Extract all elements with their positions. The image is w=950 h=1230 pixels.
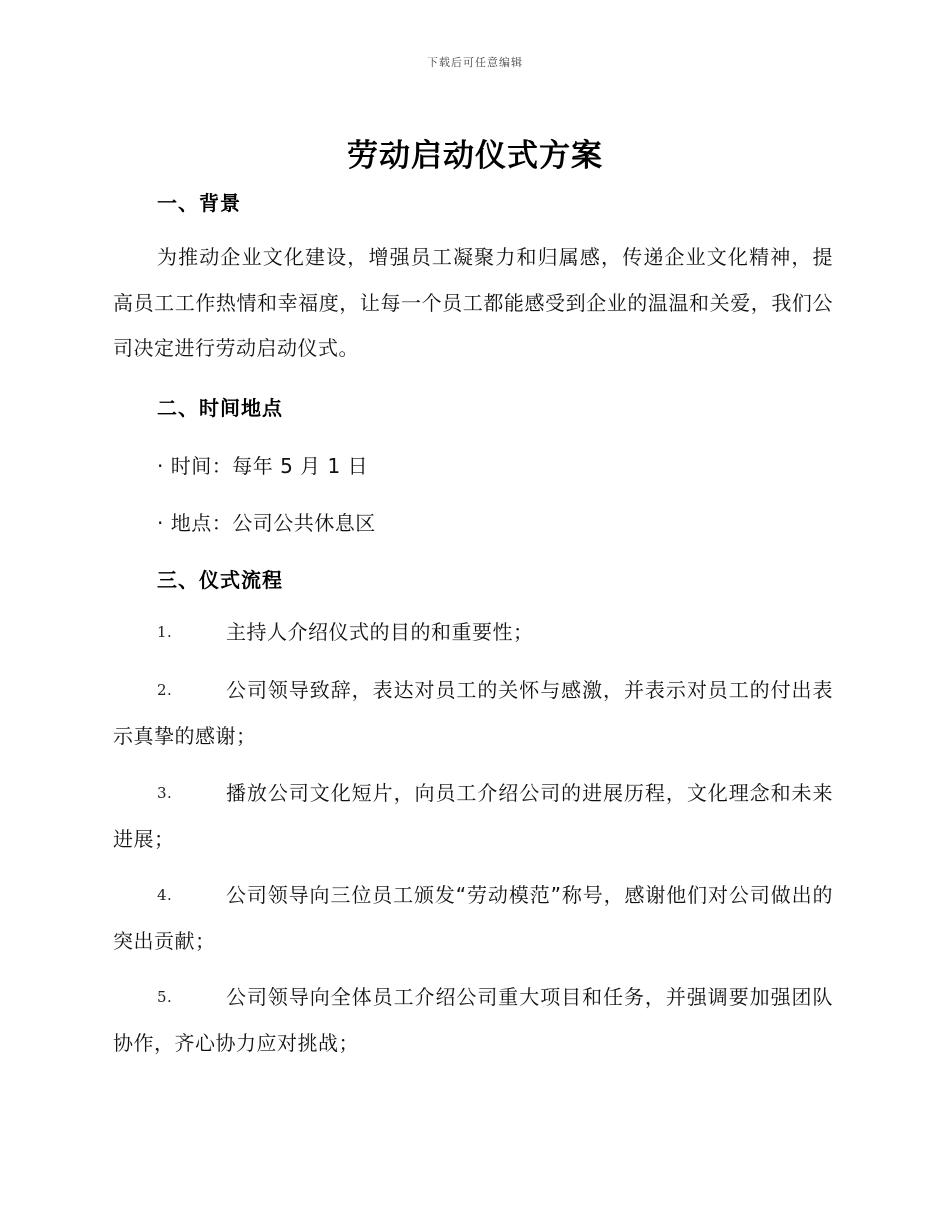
step-number: 3. — [157, 784, 173, 802]
step-text: 公司领导向三位员工颁发“劳动模范”称号，感谢他们对公司做出的突出贡献； — [113, 883, 833, 953]
procedure-step — [113, 610, 833, 656]
step-number: 1. — [157, 623, 173, 641]
step-number: 2. — [157, 681, 173, 699]
procedure-step — [113, 975, 833, 1066]
background-paragraph: 为推动企业文化建设，增强员工凝聚力和归属感，传递企业文化精神，提高员工工作热情和幸福度，让每一个员工都能感受到企业的温温和关爱，我们公司决定进行劳动启动仪式。 — [113, 245, 833, 360]
document-title: 劳动启动仪式方案 — [347, 138, 603, 174]
procedure-step — [113, 873, 833, 964]
step-text: 播放公司文化短片，向员工介绍公司的进展历程，文化理念和未来进展； — [113, 781, 833, 851]
procedure-step — [113, 668, 833, 759]
bullet-place: · 地点：公司公共休息区 — [157, 511, 376, 535]
step-number: 4. — [157, 886, 173, 904]
section-heading-background: 一、背景 — [157, 191, 241, 215]
procedure-step — [113, 771, 833, 862]
step-number: 5. — [157, 988, 173, 1006]
step-text: 公司领导向全体员工介绍公司重大项目和任务，并强调要加强团队协作，齐心协力应对挑战； — [113, 985, 833, 1055]
header-note: 下载后可任意编辑 — [427, 56, 523, 69]
step-text: 主持人介绍仪式的目的和重要性； — [226, 620, 534, 644]
section-heading-procedure: 三、仪式流程 — [157, 568, 283, 592]
section-heading-time-place: 二、时间地点 — [157, 396, 283, 420]
bullet-time: · 时间：每年 5 月 1 日 — [157, 454, 369, 478]
step-text: 公司领导致辞，表达对员工的关怀与感激，并表示对员工的付出表示真挚的感谢； — [113, 678, 833, 748]
